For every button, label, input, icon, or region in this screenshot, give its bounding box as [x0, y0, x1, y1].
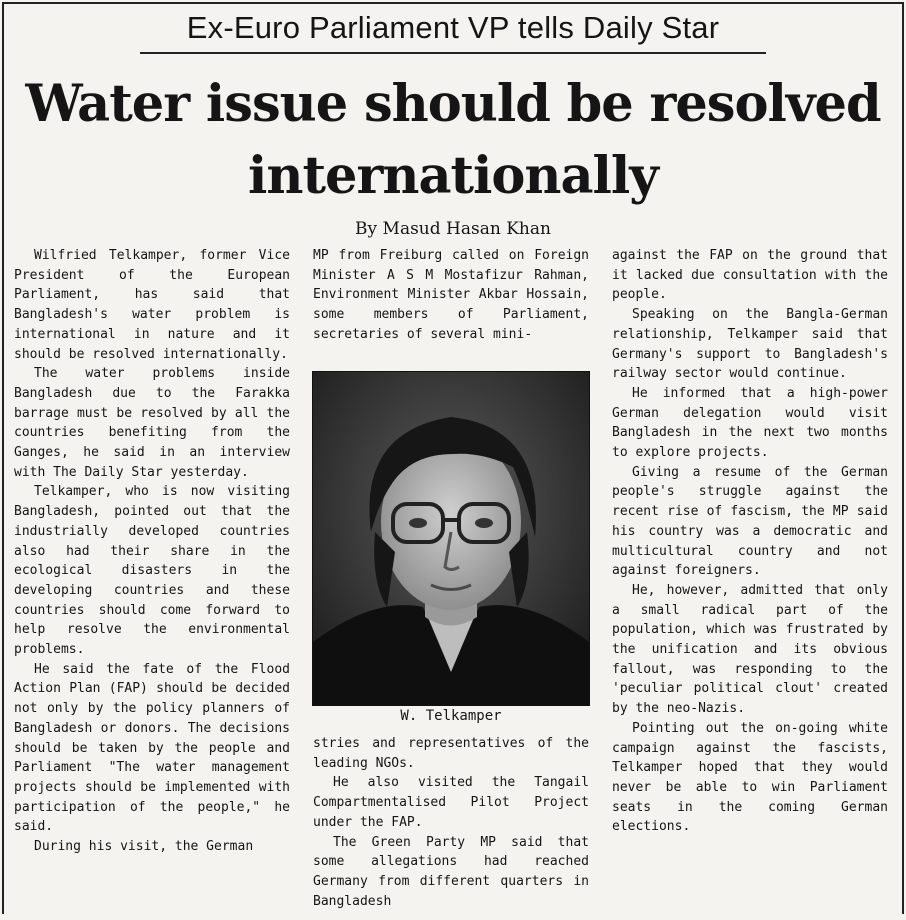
paragraph: MP from Freiburg called on Foreign Minister A S M Mostafizur Rahman, Environment Minister Akbar Hossain, some members of Parliament, secretaries of several mini- [313, 248, 589, 342]
paragraph: Telkamper, who is now visiting Bangladesh, pointed out that the industrially developed countries also had their share in the ecological disasters in the developing countries and these countries should come forward to help resolve the environmental problems. [14, 484, 290, 658]
article-headline [10, 68, 896, 212]
article-byline: By Masud Hasan Khan [355, 219, 551, 239]
article-kicker: Ex-Euro Parliament VP tells Daily Star [140, 10, 766, 54]
column-1 [14, 246, 290, 910]
portrait-photo [312, 371, 590, 706]
paragraph: The Green Party MP said that some allegations had reached Germany from different quarters in Bangladesh [313, 834, 589, 909]
paragraph: He also visited the Tangail Compartmentalised Pilot Project under the FAP. [313, 775, 589, 830]
paragraph: against the FAP on the ground that it lacked due consultation with the people. [612, 248, 888, 303]
paragraph: Speaking on the Bangla-German relationship, Telkamper said that Germany's support to Bangladesh's railway sector would continue. [612, 307, 888, 382]
paragraph: stries and representatives of the leading NGOs. [313, 736, 589, 771]
portrait-image [313, 372, 589, 705]
paragraph: He informed that a high-power German delegation would visit Bangladesh in the next two months to explore projects. [612, 385, 888, 461]
paragraph: The water problems inside Bangladesh due to the Farakka barrage must be resolved by all the countries benefiting from the Ganges, he said in an interview with The Daily Star yesterday. [14, 366, 290, 480]
paragraph: During his visit, the German [34, 839, 254, 855]
paragraph: He said the fate of the Flood Action Plan (FAP) should be decided not only by the policy planners of Bangladesh or donors. The decisions should be taken by the people and Parliament "The water management projects should be implemented with participation of the people," he said. [14, 661, 290, 835]
right-border-rule [902, 2, 904, 914]
photo-caption: W. Telkamper [400, 708, 502, 724]
headline-line-2: internationally [248, 146, 658, 206]
paragraph: Wilfried Telkamper, former Vice President of the European Parliament, has said that Bangladesh's water problem is international in nature and it should be resolved internationally. [14, 248, 290, 362]
paragraph: Pointing out the on-going white campaign against the fascists, Telkamper hoped that they would never be able to win Parliament seats in the coming German elections. [612, 720, 888, 835]
column-2-bottom [313, 734, 589, 910]
headline-line-1: Water issue should be resolved [25, 74, 881, 134]
top-border-rule [2, 2, 904, 4]
paragraph: He, however, admitted that only a small radical part of the population, which was frustrated by the unification and its obvious fallout, was responding to the 'peculiar political clout' created by the neo-Nazis. [612, 582, 888, 717]
column-3 [612, 246, 888, 910]
left-border-rule [2, 2, 4, 914]
paragraph: Giving a resume of the German people's struggle against the recent rise of fascism, the MP said his country was a democratic and multicultural country and not against foreigners. [612, 464, 888, 579]
column-2-top [313, 246, 589, 368]
